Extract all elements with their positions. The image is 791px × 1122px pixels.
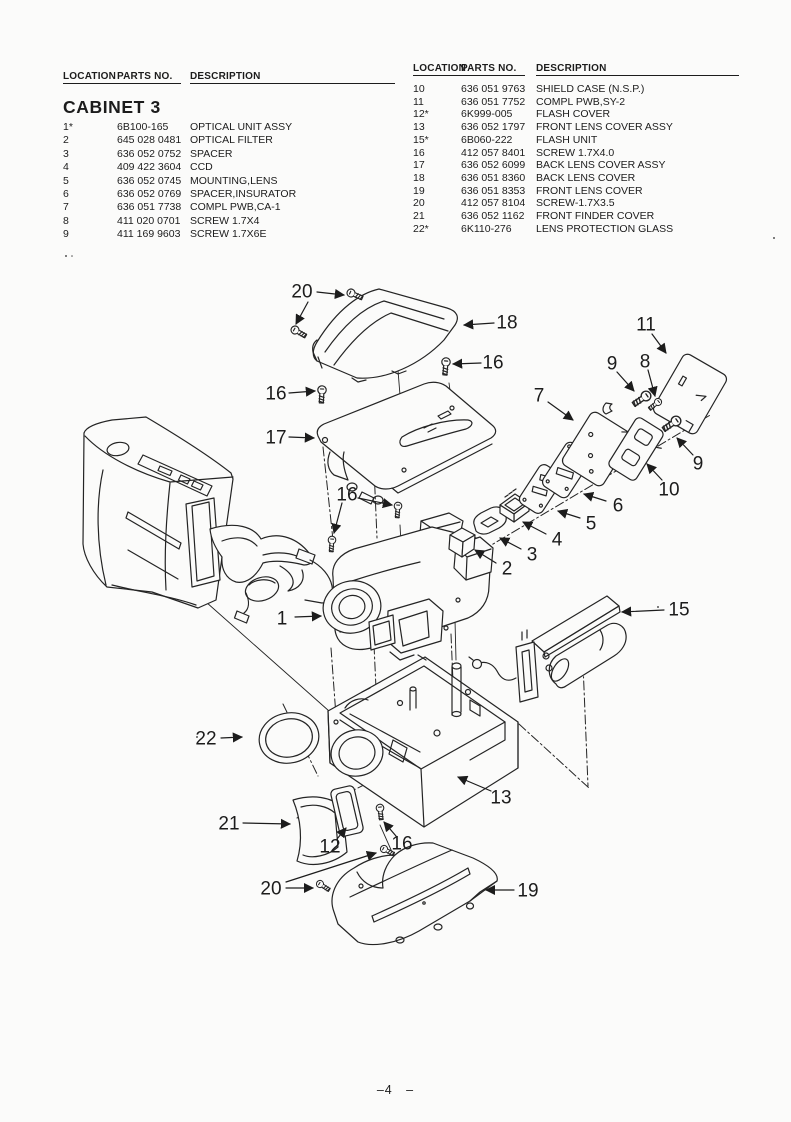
back-lens-cover-18-drawing [313,289,458,382]
location-cell: 22* [413,222,429,235]
leader-arrow [548,402,573,420]
leader-arrow [289,437,314,438]
page-title: CABINET 3 [63,97,161,117]
description-cell: SPACER,INSURATOR [190,188,297,201]
description-cell: OPTICAL UNIT ASSY [190,121,293,133]
location-cell: 2 [63,134,69,147]
description-cell: MOUNTING,LENS [190,174,278,187]
part-no-cell: 412 057 8104 [461,197,526,210]
part-no-cell: 636 052 0769 [117,188,182,201]
column-header-description: DESCRIPTION [190,71,395,84]
location-cell: 3 [63,147,69,160]
leader-arrow [652,334,666,353]
description-cell: SHIELD CASE (N.S.P.) [536,83,645,95]
location-cell: 5 [63,174,69,187]
leader-arrow [500,538,521,549]
flash-unit-15-drawing [469,592,628,702]
leader-arrow [317,292,344,295]
page-number: –4 – [376,1083,415,1097]
description-cell: SCREW 1.7X4 [190,214,260,227]
part-no-cell: 636 051 7752 [461,95,526,108]
callout-number: 7 [533,385,545,407]
leader-arrow [289,391,315,393]
location-cell: 15* [413,133,429,146]
location-cell: 8 [63,214,69,227]
callout-number: 9 [606,353,618,375]
panel-11-drawing [651,352,728,436]
callout-number: 3 [526,544,538,566]
part-no-cell: 636 051 8360 [461,171,526,184]
column-header-location: LOCATION [63,71,124,84]
description-cell: COMPL PWB,CA-1 [190,201,281,214]
callout-number: 5 [585,513,597,535]
part-no-cell: 6K999-005 [461,108,513,121]
description-cell: SCREW-1.7X3.5 [536,197,615,210]
leader-arrow [243,823,290,824]
callout-number: 9 [692,453,704,475]
part-no-cell: 6K110-276 [461,222,512,235]
callout-number: 16 [482,352,504,374]
column-header-location: LOCATION [413,63,474,76]
location-cell: 18 [413,171,425,184]
part-no-cell: 636 051 8353 [461,184,526,197]
callout-number: 8 [639,351,651,373]
callout-number: 17 [265,427,287,449]
callout-number: 16 [265,383,287,405]
flex-cable-drawing [210,525,333,623]
screw-16-drawing [317,386,326,404]
location-cell: 10 [413,83,425,95]
leader-arrow [677,438,693,455]
column-header-parts-no: PARTS NO. [117,71,181,84]
callout-number: 20 [260,878,282,900]
leader-arrow [647,464,662,480]
location-cell: 9 [63,228,69,241]
part-no-cell: 645 028 0481 [117,134,182,147]
screw-16-drawing [441,357,451,375]
callout-number: 11 [636,314,656,336]
part-no-cell: 636 052 0745 [117,174,182,187]
part-no-cell: 412 057 8401 [461,146,526,159]
description-cell: SCREW 1.7X6E [190,228,267,241]
leader-arrow [558,511,580,518]
screw-16-drawing [376,804,385,820]
lens-protection-glass-22-drawing [254,707,323,768]
location-cell: 7 [63,201,69,214]
description-cell: BACK LENS COVER ASSY [536,159,666,172]
column-header-parts-no: PARTS NO. [461,63,525,76]
description-cell: FRONT LENS COVER [536,184,643,197]
callout-number: 21 [218,813,240,835]
part-no-cell: 636 051 7738 [117,201,182,214]
location-cell: 16 [413,146,425,159]
description-cell: FLASH UNIT [536,133,598,146]
location-cell: 6 [63,188,69,201]
leader-arrow [295,616,321,617]
part-no-cell: 636 052 6099 [461,159,526,172]
location-cell: 13 [413,121,425,134]
callout-number: 16 [336,484,358,506]
description-cell: FLASH COVER [536,108,611,121]
callout-number: 12 [319,836,341,858]
leader-arrow [296,302,308,324]
location-cell: 4 [63,161,69,174]
callout-number: 10 [658,479,680,501]
description-cell: SCREW 1.7X4.0 [536,146,615,159]
part-no-cell: 636 051 9763 [461,83,526,95]
leader-arrow [221,737,242,738]
leader-arrow [584,494,606,501]
description-cell: LENS PROTECTION GLASS [536,222,674,235]
callout-number: 19 [517,880,539,902]
front-lens-cover-19-drawing [332,843,497,945]
part-no-cell: 6B100-165 [117,121,169,133]
camera-body-drawing [83,417,233,608]
callout-number: 6 [612,495,624,517]
description-cell: FRONT FINDER COVER [536,210,655,223]
part-no-cell: 409 422 3604 [117,161,182,174]
leader-arrow [464,323,494,325]
screw-20-drawing [315,879,331,893]
description-cell: SPACER [190,147,233,160]
location-cell: 21 [413,210,425,223]
location-cell: 11 [413,95,424,108]
part-no-cell: 411 020 0701 [117,214,181,227]
part-no-cell: 411 169 9603 [117,228,181,241]
part-no-cell: 6B060-222 [461,133,513,146]
callout-number: 2 [501,558,513,580]
screw-9-drawing [631,389,653,408]
location-cell: 1* [63,121,73,133]
location-cell: 20 [413,197,425,210]
description-cell: OPTICAL FILTER [190,134,273,147]
description-cell: BACK LENS COVER [536,171,636,184]
leader-arrow [617,372,634,391]
callout-number: 15 [668,599,690,621]
location-cell: 19 [413,184,425,197]
description-cell: FRONT LENS COVER ASSY [536,121,673,134]
column-header-description: DESCRIPTION [536,63,739,76]
description-cell: COMPL PWB,SY-2 [536,95,626,108]
leader-arrow [453,363,481,364]
description-cell: CCD [190,161,213,174]
screw-20-drawing [290,325,308,340]
leader-arrow [334,503,342,533]
location-cell: 17 [413,159,425,172]
callout-number: 13 [490,787,512,809]
callout-number: 1 [276,608,288,630]
part-no-cell: 636 052 0752 [117,147,182,160]
callout-number: 18 [496,312,518,334]
part-no-cell: 636 052 1162 [461,210,525,223]
location-cell: 12* [413,108,429,121]
leader-arrow [523,522,546,534]
callout-number: 20 [291,281,313,303]
screw-16-drawing [327,536,336,552]
callout-number: 4 [551,529,563,551]
leader-arrow [622,610,664,612]
screw-16-drawing [393,502,402,518]
callout-number: 22 [195,728,217,750]
part-no-cell: 636 052 1797 [461,121,526,134]
callout-number: 16 [391,833,413,855]
